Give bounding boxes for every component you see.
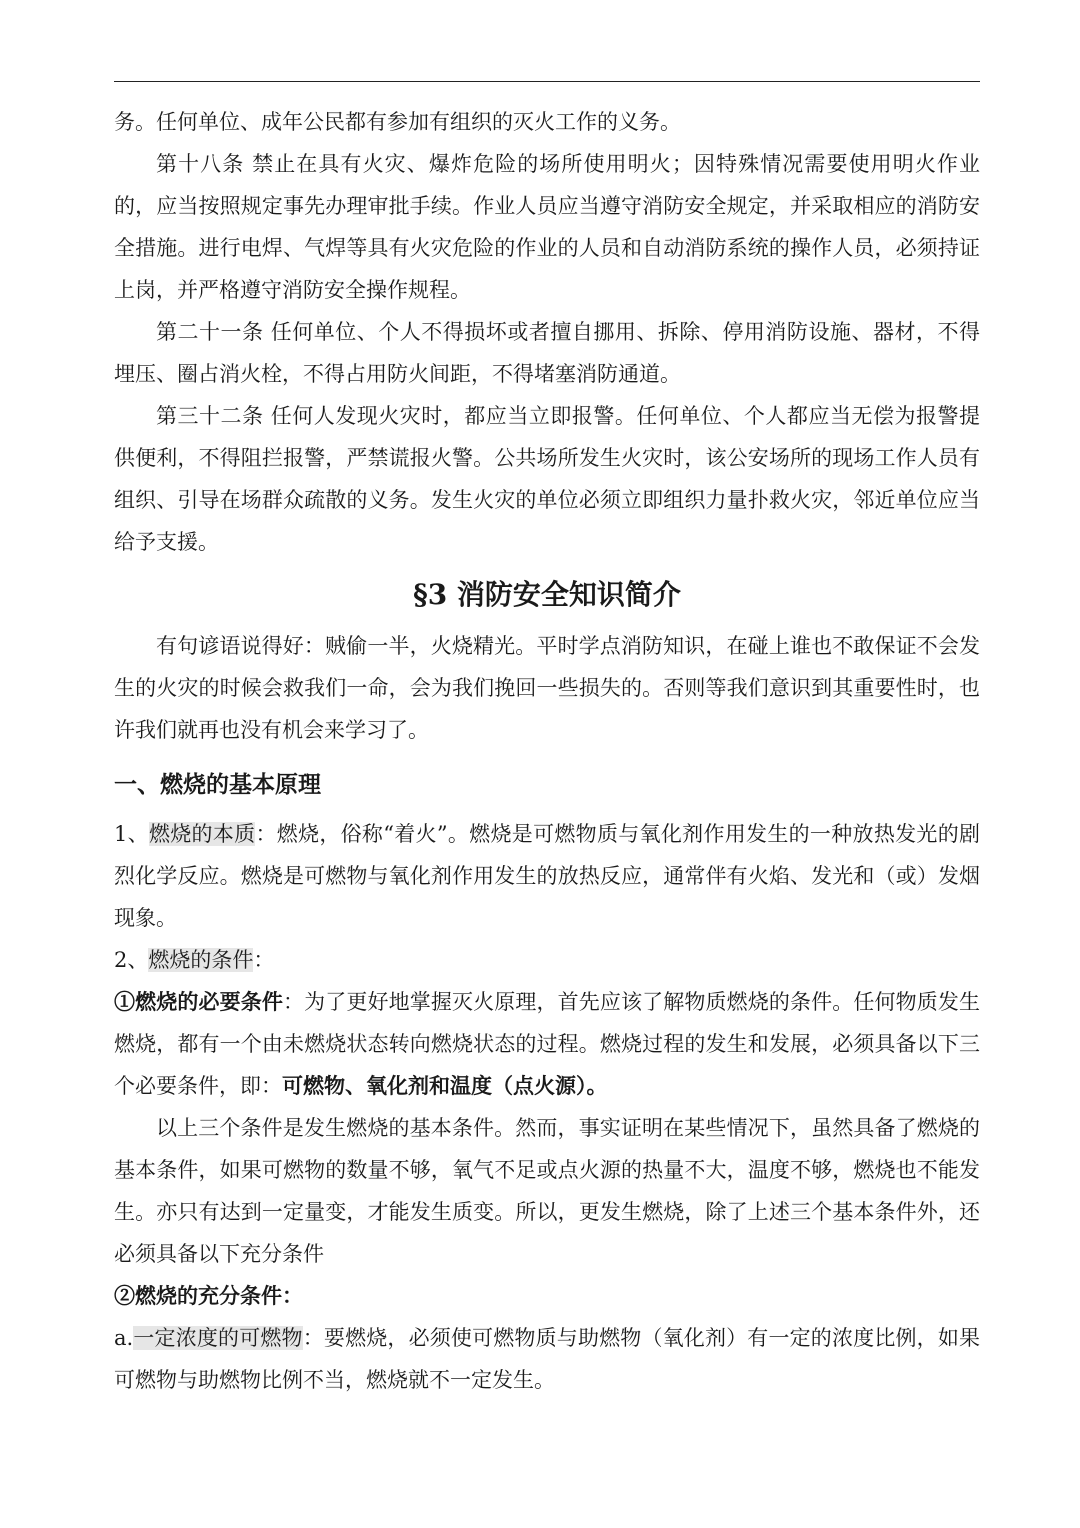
item-number: 1、: [114, 822, 149, 846]
condition-sufficient: [114, 1275, 980, 1317]
condition-necessary: [114, 981, 980, 1107]
item-text: ：: [253, 948, 275, 972]
paragraph-continuation: 务。任何单位、成年公民都有参加有组织的灭火工作的义务。: [114, 110, 681, 134]
highlighted-term: 燃烧的本质: [148, 822, 256, 846]
item-text: ：要燃烧，必须使可燃物质与助燃物（氧化剂）有一定的浓度比例，如果可燃物与助燃物比例不当，燃烧就不一定发生。: [114, 1326, 980, 1392]
item-combustion-conditions: [114, 939, 980, 981]
condition-bold-tail: 可燃物、氧化剂和温度（点火源）。: [282, 1073, 608, 1098]
item-number: 2、: [114, 948, 149, 972]
condition-label: ②燃烧的充分条件：: [114, 1283, 303, 1308]
section-title: §3 消防安全知识简介: [413, 578, 681, 611]
paragraph-intro: 有句谚语说得好：贼偷一半，火烧精光。平时学点消防知识，在碰上谁也不敢保证不会发生的火灾的时候会救我们一命，会为我们挽回一些损失的。否则等我们意识到其重要性时，也许我们就再也没有机会来学习了。: [114, 634, 980, 742]
document-page: [114, 101, 980, 1401]
header-rule: [114, 81, 980, 82]
condition-label: ①燃烧的必要条件: [114, 989, 283, 1014]
paragraph-article-32: 第三十二条 任何人发现火灾时，都应当立即报警。任何单位、个人都应当无偿为报警提供便利，不得阻拦报警，严禁谎报火警。公共场所发生火灾时，该公安场所的现场工作人员有组织、引导在场群众疏散的义务。发生火灾的单位必须立即组织力量扑救火灾，邻近单位应当给予支援。: [114, 404, 980, 554]
paragraph-article-21: 第二十一条 任何单位、个人不得损坏或者擅自挪用、拆除、停用消防设施、器材，不得埋压、圈占消火栓，不得占用防火间距，不得堵塞消防通道。: [114, 320, 980, 386]
condition-text: ：为了更好地掌握灭火原理，首先应该了解物质燃烧的条件。任何物质发生燃烧，都有一个由未燃烧状态转向燃烧状态的过程。燃烧过程的发生和发展，必须具备以下三个必要条件，即：: [114, 990, 980, 1098]
item-prefix: a.: [114, 1326, 134, 1350]
paragraph-article-18: 第十八条 禁止在具有火灾、爆炸危险的场所使用明火；因特殊情况需要使用明火作业的，应当按照规定事先办理审批手续。作业人员应当遵守消防安全规定，并采取相应的消防安全措施。进行电焊、气焊等具有火灾危险的作业的人员和自动消防系统的操作人员，必须持证上岗，并严格遵守消防安全操作规程。: [114, 152, 980, 302]
subsection-title: 一、燃烧的基本原理: [114, 771, 321, 798]
item-text: ：燃烧，俗称“着火”。燃烧是可燃物质与氧化剂作用发生的一种放热发光的剧烈化学反应。燃烧是可燃物与氧化剂作用发生的放热反应，通常伴有火焰、发光和（或）发烟现象。: [114, 822, 981, 930]
item-a: [114, 1317, 980, 1401]
item-combustion-nature: [114, 813, 980, 939]
paragraph-conditions: 以上三个条件是发生燃烧的基本条件。然而，事实证明在某些情况下，虽然具备了燃烧的基本条件，如果可燃物的数量不够，氧气不足或点火源的热量不大，温度不够，燃烧也不能发生。亦只有达到一定量变，才能发生质变。所以，更发生燃烧，除了上述三个基本条件外，还必须具备以下充分条件: [114, 1116, 980, 1266]
highlighted-term: 燃烧的条件: [148, 948, 254, 972]
highlighted-term: 一定浓度的可燃物: [133, 1326, 303, 1350]
